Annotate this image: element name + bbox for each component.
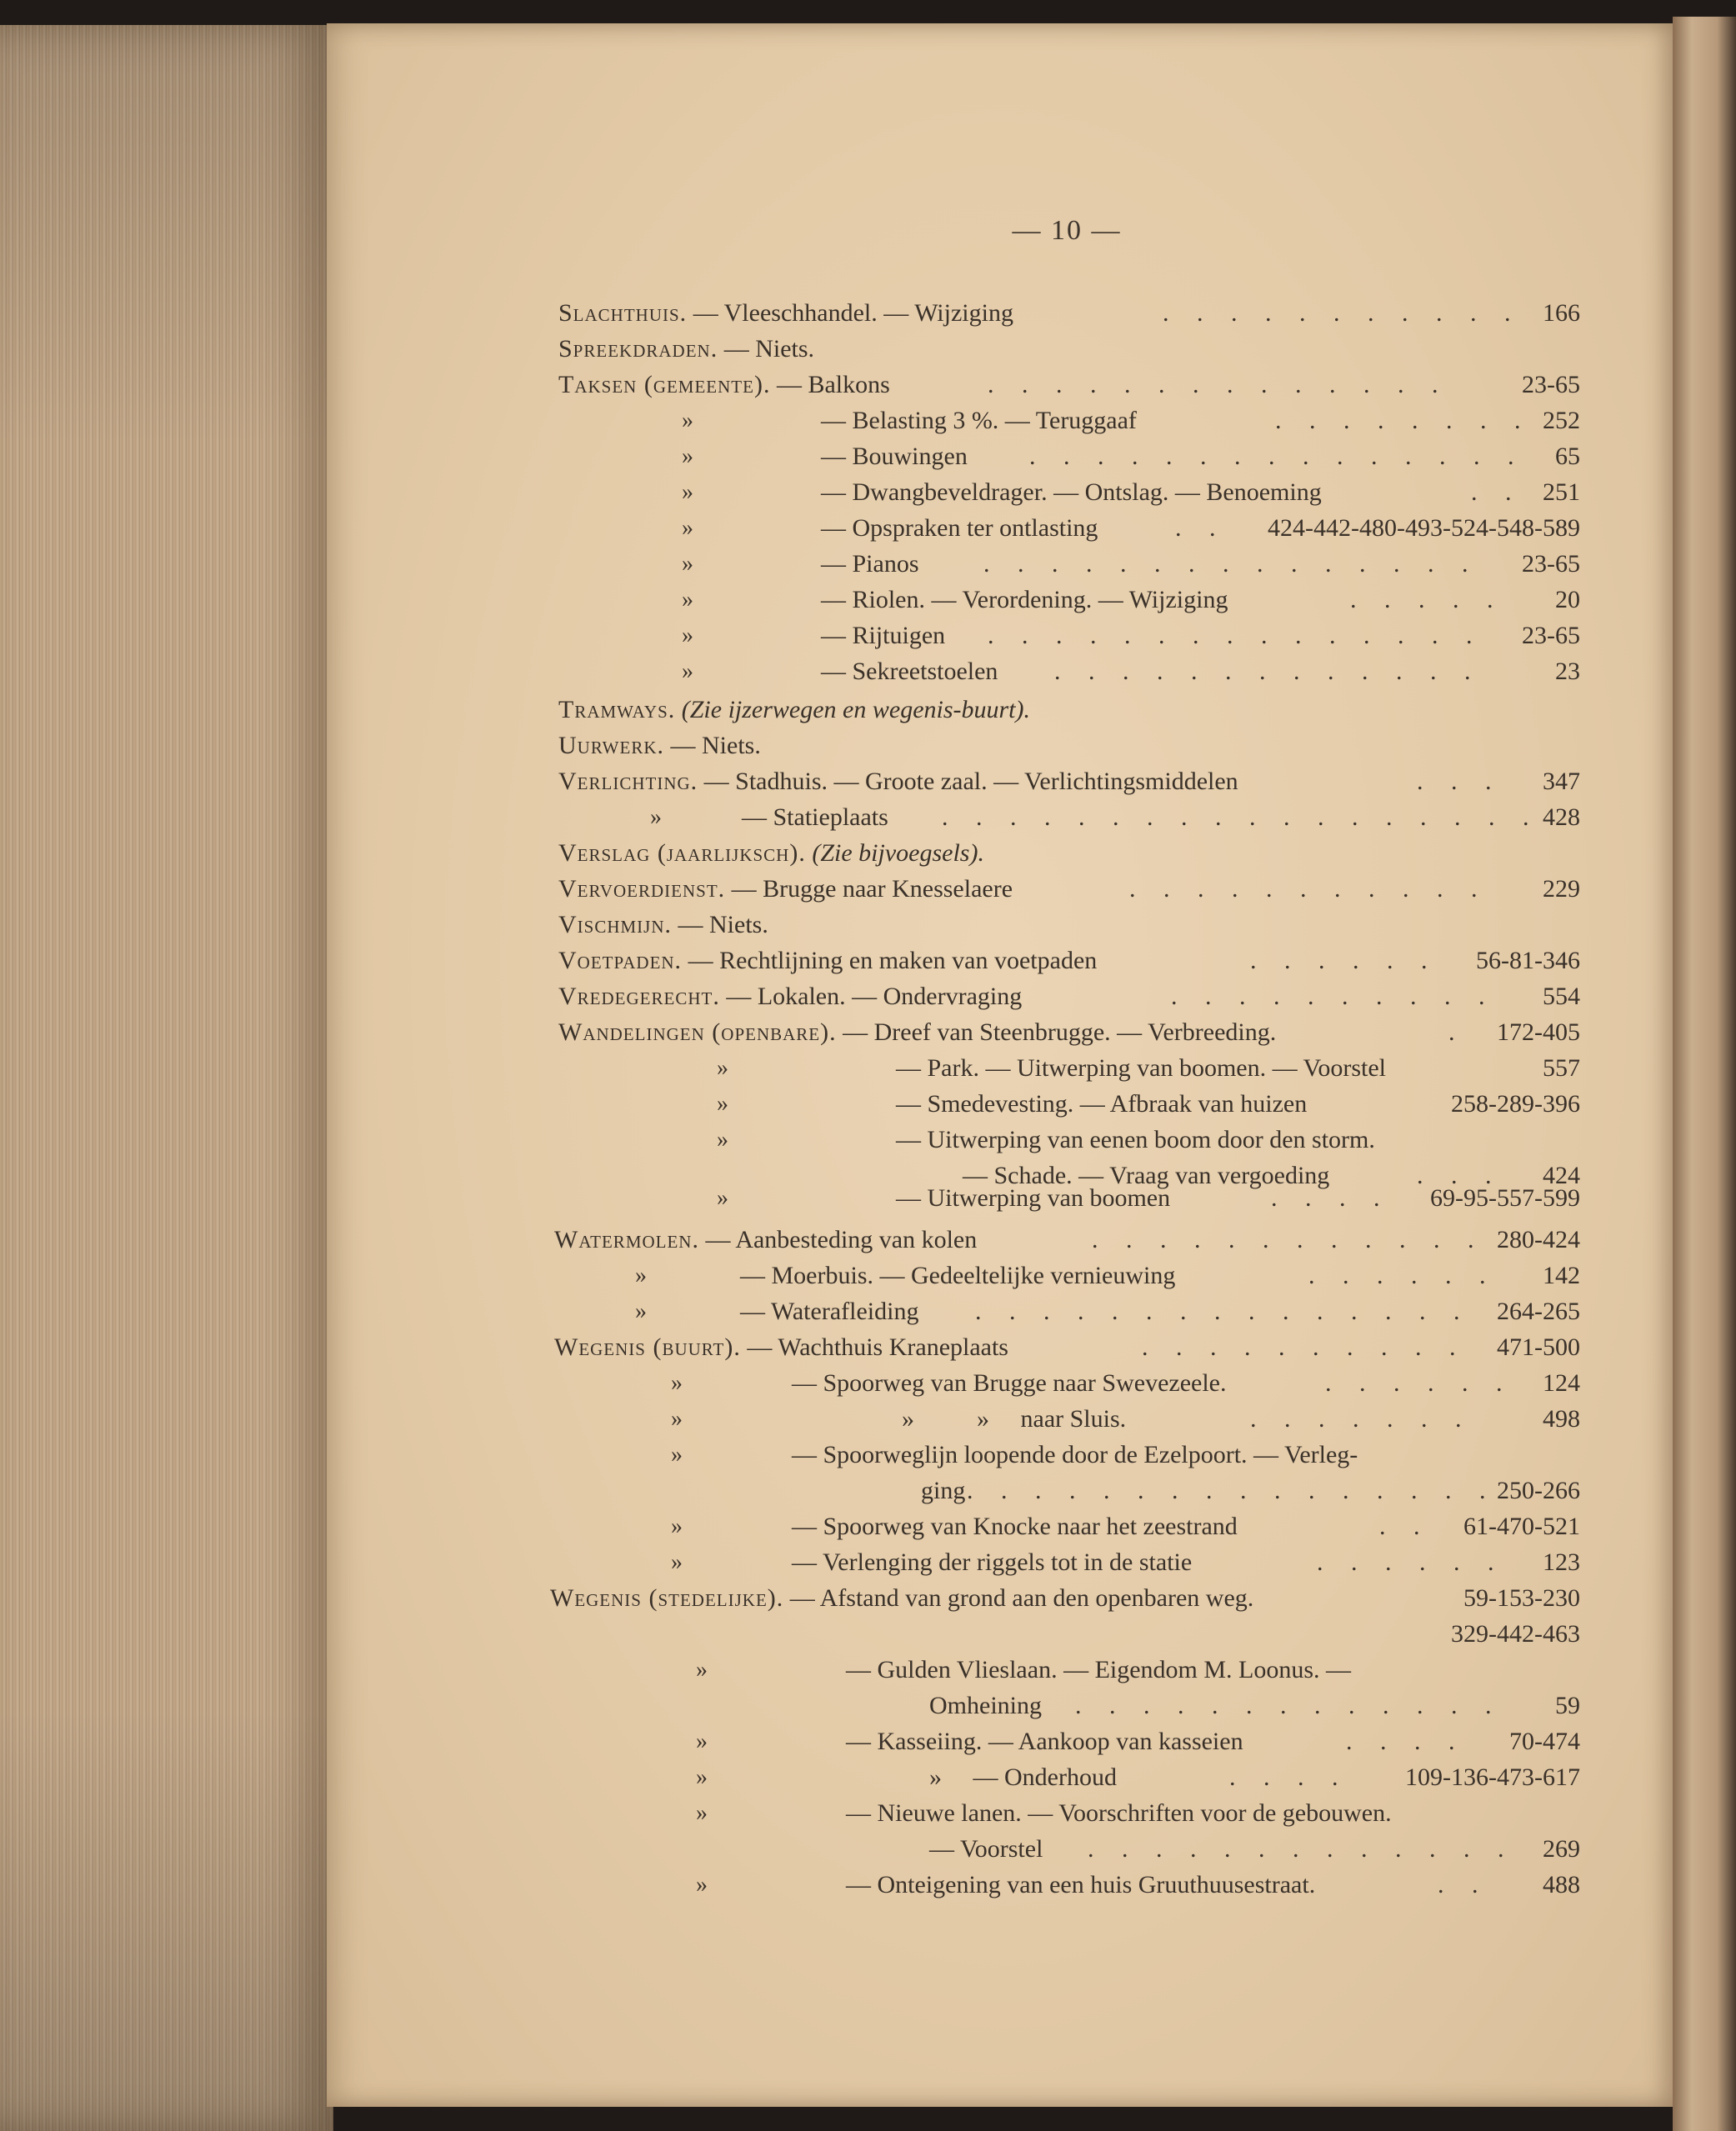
entry-leader: . . . . . . . . . . . . . . . xyxy=(1029,443,1525,470)
ditto-mark: » xyxy=(696,1800,708,1826)
entry-text: — Aanbesteding van kolen xyxy=(705,1226,978,1253)
entry-leader: . . . . . . . . . . . . . xyxy=(1054,658,1482,685)
entry-leader: . . . . xyxy=(1271,1184,1391,1212)
entry-text: — Statieplaats xyxy=(742,803,888,831)
entry-leader: . . . . . . . . xyxy=(1275,407,1532,434)
ditto-mark: » xyxy=(717,1055,728,1081)
entry-leader: . . xyxy=(1175,514,1227,542)
ditto-mark: » xyxy=(682,623,693,648)
entry-text: — Stadhuis. — Groote zaal. — Verlichtingsmiddelen xyxy=(703,768,1238,795)
entry-cross-reference: (Zie ijzerwegen en wegenis-buurt). xyxy=(681,696,1031,723)
index-entry xyxy=(558,334,814,364)
entry-text: — Dreef van Steenbrugge. — Verbreeding. xyxy=(843,1018,1277,1046)
entry-heading: Vredegerecht. xyxy=(558,983,720,1010)
entry-leader: . . . xyxy=(1417,768,1503,795)
entry-text: — Sekreetstoelen xyxy=(821,658,998,685)
ditto-mark: » xyxy=(671,1513,683,1539)
ditto-mark: » xyxy=(717,1185,728,1211)
entry-page-ref: 428 xyxy=(1543,803,1580,831)
entry-text: — Smedevesting. — Afbraak van huizen xyxy=(896,1090,1308,1118)
entry-heading: Uurwerk. xyxy=(558,732,664,759)
entry-leader: . . . . . . xyxy=(1325,1369,1513,1397)
entry-leader: . . . . . . . . . . xyxy=(1142,1333,1467,1361)
entry-leader: . . . . . . . xyxy=(1250,1405,1473,1433)
index-entry xyxy=(558,910,768,940)
ditto-mark: » xyxy=(696,1764,708,1790)
entry-text: » — Onderhoud xyxy=(929,1763,1117,1791)
entry-leader: . . xyxy=(1379,1513,1431,1540)
index-entry xyxy=(550,1583,1253,1613)
entry-text: — Voorstel xyxy=(929,1835,1043,1863)
entry-page-ref: 123 xyxy=(1543,1548,1580,1576)
entry-page-ref: 166 xyxy=(1543,299,1580,327)
ditto-mark: » xyxy=(671,1442,683,1468)
page-number: — 10 — xyxy=(1012,215,1122,246)
entry-text: — Opspraken ter ontlasting xyxy=(821,514,1098,542)
entry-page-ref: 258-289-396 xyxy=(1451,1090,1580,1118)
entry-text: — Moerbuis. — Gedeeltelijke vernieuwing xyxy=(740,1262,1176,1289)
entry-text: — Bouwingen xyxy=(821,443,968,470)
entry-heading: Wegenis (stedelijke). xyxy=(550,1584,784,1612)
index-entry xyxy=(558,838,984,868)
entry-page-ref: 488 xyxy=(1543,1871,1580,1898)
entry-page-ref: 347 xyxy=(1543,768,1580,795)
entry-heading: Verslag (jaarlijksch). xyxy=(558,839,806,867)
entry-text: — Spoorweg van Knocke naar het zeestrand xyxy=(792,1513,1238,1540)
entry-text: Omheining xyxy=(929,1692,1042,1719)
entry-page-ref: 69-95-557-599 xyxy=(1430,1184,1580,1212)
entry-page-ref: 280-424 xyxy=(1497,1226,1580,1253)
entry-text: — Park. — Uitwerping van boomen. — Voorstel xyxy=(896,1054,1387,1082)
ditto-mark: » xyxy=(671,1549,683,1575)
entry-page-ref: 229 xyxy=(1543,875,1580,903)
entry-heading: Slachthuis. xyxy=(558,299,688,327)
entry-leader: . . . . . . . . . . . . . . . . xyxy=(967,1477,1497,1504)
entry-leader: . xyxy=(1448,1018,1466,1046)
index-entry xyxy=(558,731,761,761)
index-entry xyxy=(558,767,1238,797)
ditto-mark: » xyxy=(635,1263,647,1288)
entry-heading: Watermolen. xyxy=(554,1226,699,1253)
entry-page-ref: 252 xyxy=(1543,407,1580,434)
entry-page-ref: 61-470-521 xyxy=(1463,1513,1580,1540)
index-entry xyxy=(554,1225,977,1255)
entry-heading: Tramways. xyxy=(558,696,676,723)
ditto-mark: » xyxy=(717,1127,728,1153)
ditto-mark: » xyxy=(696,1657,708,1683)
ditto-mark: » xyxy=(696,1872,708,1898)
entry-text: — Balkons xyxy=(776,371,890,398)
entry-page-ref: 329-442-463 xyxy=(1451,1620,1580,1648)
index-entry xyxy=(554,1333,1008,1363)
entry-text: — Kasseiing. — Aankoop van kasseien xyxy=(846,1728,1243,1755)
entry-heading: Wegenis (buurt). xyxy=(554,1333,741,1361)
entry-page-ref: 250-266 xyxy=(1497,1477,1580,1504)
entry-heading: Taksen (gemeente). xyxy=(558,371,771,398)
entry-leader: . . . . . . . . . . . . . . . . . . xyxy=(942,803,1540,831)
entry-text: — Brugge naar Knesselaere xyxy=(731,875,1013,903)
entry-leader: . . . . . . . . . . . xyxy=(1129,875,1488,903)
entry-heading: Vischmijn. xyxy=(558,911,673,938)
entry-leader: . . . . . . . . . . . . xyxy=(1092,1226,1485,1253)
entry-page-ref: 424 xyxy=(1543,1162,1580,1189)
entry-text: — Spoorweglijn loopende door de Ezelpoort. — Verleg- xyxy=(792,1441,1358,1468)
entry-text: — Belasting 3 %. — Teruggaaf xyxy=(821,407,1137,434)
entry-page-ref: 424-442-480-493-524-548-589 xyxy=(1268,514,1580,542)
entry-page-ref: 498 xyxy=(1543,1405,1580,1433)
entry-leader: . . . xyxy=(1417,1162,1503,1189)
entry-page-ref: 70-474 xyxy=(1509,1728,1580,1755)
entry-page-ref: 56-81-346 xyxy=(1476,947,1580,974)
ditto-mark: » xyxy=(682,515,693,541)
entry-cross-reference: (Zie bijvoegsels). xyxy=(812,839,984,867)
entry-text: — Lokalen. — Ondervraging xyxy=(726,983,1023,1010)
ditto-mark: » xyxy=(682,443,693,469)
entry-page-ref: 65 xyxy=(1555,443,1580,470)
entry-heading: Vervoerdienst. xyxy=(558,875,726,903)
entry-heading: Voetpaden. xyxy=(558,947,683,974)
entry-text: — Pianos xyxy=(821,550,919,578)
index-entry xyxy=(558,1018,1276,1048)
entry-page-ref: 109-136-473-617 xyxy=(1405,1763,1580,1791)
entry-leader: . . . . . . xyxy=(1250,947,1438,974)
entry-page-ref: 23 xyxy=(1555,658,1580,685)
entry-text: — Rechtlijning en maken van voetpaden xyxy=(688,947,1098,974)
entry-leader: . . . . . . xyxy=(1308,1262,1497,1289)
entry-text: — Rijtuigen xyxy=(821,622,946,649)
entry-text: — Onteigening van een huis Gruuthuusestraat. xyxy=(846,1871,1316,1898)
ditto-mark: » xyxy=(650,804,662,830)
entry-text: ging xyxy=(921,1477,966,1504)
entry-text: — Verlenging der riggels tot in de statie xyxy=(792,1548,1193,1576)
entry-text: — Niets. xyxy=(670,732,761,759)
entry-page-ref: 471-500 xyxy=(1497,1333,1580,1361)
ditto-mark: » xyxy=(671,1370,683,1396)
entry-page-ref: 264-265 xyxy=(1497,1298,1580,1325)
ditto-mark: » xyxy=(682,479,693,505)
entry-text: — Niets. xyxy=(723,335,815,363)
entry-page-ref: 59 xyxy=(1555,1692,1580,1719)
ditto-mark: » xyxy=(682,587,693,613)
ditto-mark: » xyxy=(682,658,693,684)
entry-text: — Schade. — Vraag van vergoeding xyxy=(963,1162,1330,1189)
entry-page-ref: 557 xyxy=(1543,1054,1580,1082)
entry-text: — Spoorweg van Brugge naar Swevezeele. xyxy=(792,1369,1227,1397)
entry-leader: . . . . xyxy=(1346,1728,1466,1755)
entry-page-ref: 59-153-230 xyxy=(1463,1584,1580,1612)
entry-text: — Uitwerping van eenen boom door den storm. xyxy=(896,1126,1375,1153)
entry-leader: . . xyxy=(1471,478,1523,506)
entry-leader: . . xyxy=(1438,1871,1489,1898)
ditto-mark: » xyxy=(696,1728,708,1754)
entry-leader: . . . . . . . . . . . . . . . xyxy=(975,1298,1471,1325)
entry-leader: . . . . . . . . . . . . . . . xyxy=(988,622,1483,649)
entry-text: — Waterafleiding xyxy=(740,1298,919,1325)
entry-page-ref: 269 xyxy=(1543,1835,1580,1863)
entry-text: — Nieuwe lanen. — Voorschriften voor de gebouwen. xyxy=(846,1799,1392,1827)
entry-heading: Wandelingen (openbare). xyxy=(558,1018,837,1046)
ditto-mark: » xyxy=(682,551,693,577)
entry-leader: . . . . . . . . . . . . . xyxy=(1075,1692,1503,1719)
entry-page-ref: 20 xyxy=(1555,586,1580,613)
index-entry xyxy=(558,298,1013,328)
entry-leader: . . . . . . . . . . xyxy=(1171,983,1496,1010)
entry-text: — Gulden Vlieslaan. — Eigendom M. Loonus. — xyxy=(846,1656,1352,1683)
entry-text: — Niets. xyxy=(678,911,768,938)
entry-leader: . . . . . . . . . . . . . . xyxy=(988,371,1449,398)
entry-text: — Dwangbeveldrager. — Ontslag. — Benoeming xyxy=(821,478,1322,506)
index-entry xyxy=(558,695,1030,725)
entry-text: — Uitwerping van boomen xyxy=(896,1184,1171,1212)
entry-text: — Afstand van grond aan den openbaren weg. xyxy=(789,1584,1254,1612)
entry-leader: . . . . . . . . . . . . . xyxy=(1088,1835,1515,1863)
entry-leader: . . . . . . . . . . . . . . . xyxy=(983,550,1479,578)
ditto-mark: » xyxy=(635,1298,647,1324)
entry-leader: . . . . xyxy=(1229,1763,1349,1791)
index-entry xyxy=(558,982,1022,1012)
entry-page-ref: 23-65 xyxy=(1522,622,1580,649)
entry-page-ref: 23-65 xyxy=(1522,371,1580,398)
entry-page-ref: 554 xyxy=(1543,983,1580,1010)
entry-heading: Verlichting. xyxy=(558,768,698,795)
index-entry xyxy=(558,946,1097,976)
entry-leader: . . . . . . xyxy=(1317,1548,1505,1576)
ditto-mark: » xyxy=(717,1091,728,1117)
entry-text: — Vleeschhandel. — Wijziging xyxy=(693,299,1013,327)
entry-text: » » naar Sluis. xyxy=(902,1405,1127,1433)
ditto-mark: » xyxy=(682,408,693,433)
entry-page-ref: 251 xyxy=(1543,478,1580,506)
entry-page-ref: 142 xyxy=(1543,1262,1580,1289)
entry-page-ref: 23-65 xyxy=(1522,550,1580,578)
ditto-mark: » xyxy=(671,1406,683,1432)
index-entry xyxy=(558,370,890,400)
entry-text: — Riolen. — Verordening. — Wijziging xyxy=(821,586,1228,613)
entry-page-ref: 124 xyxy=(1543,1369,1580,1397)
entry-page-ref: 172-405 xyxy=(1497,1018,1580,1046)
entry-leader: . . . . . . . . . . . xyxy=(1163,299,1522,327)
index-entry xyxy=(558,874,1013,904)
entry-heading: Spreekdraden. xyxy=(558,335,718,363)
entry-leader: . . . . . xyxy=(1350,586,1504,613)
entry-text: — Wachthuis Kraneplaats xyxy=(747,1333,1008,1361)
